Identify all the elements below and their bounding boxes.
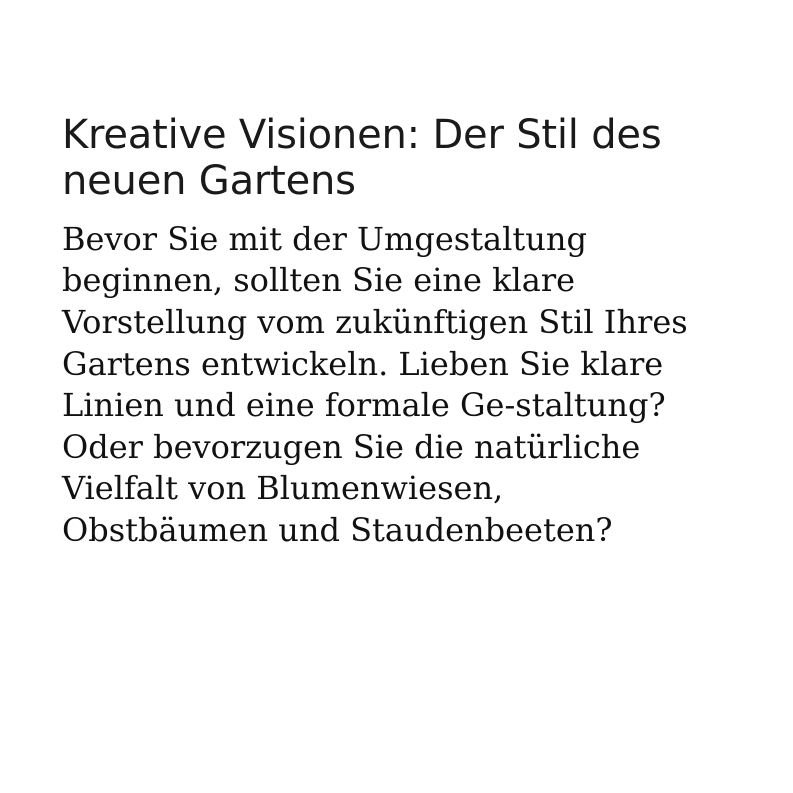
body-paragraph: Bevor Sie mit der Umgestaltung beginnen, sollten Sie eine klare Vorstellung vom zukünftigen Stil Ihres Gartens entwickeln. Lieben Sie klare Linien und eine formale Ge-staltung? Oder bevorzugen Sie die natürliche Vielfalt von Blumenwiesen, Obstbäumen und Staudenbeeten?: [62, 219, 688, 549]
page-title: Kreative Visionen: Der Stil des neuen Gartens: [62, 112, 662, 205]
